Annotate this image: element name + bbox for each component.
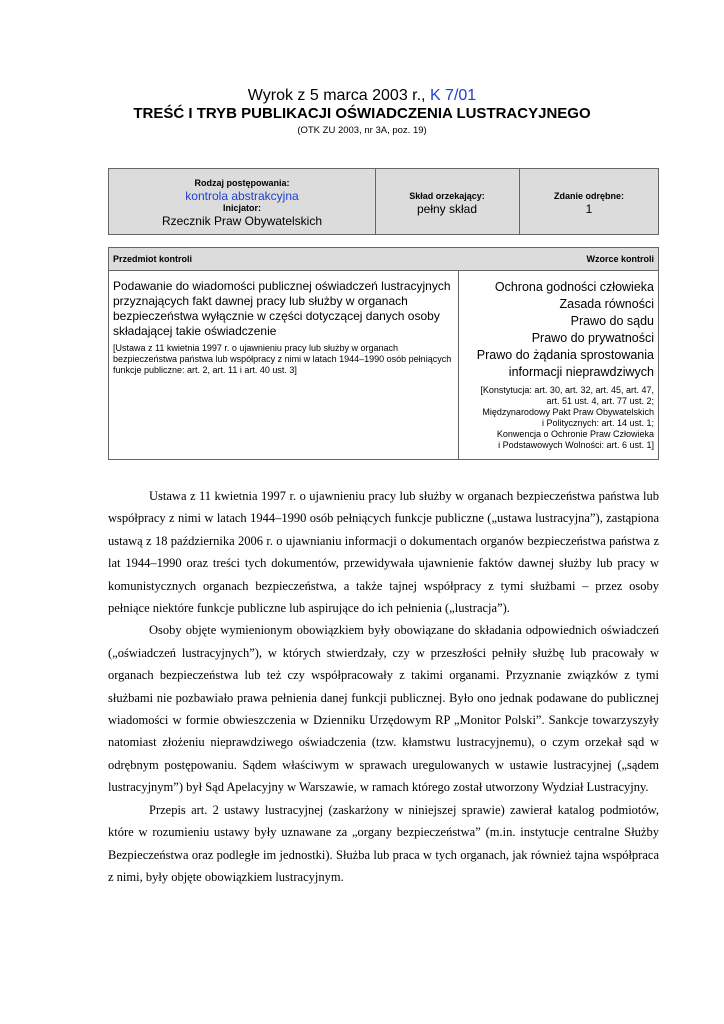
patterns-reference-line: i Podstawowych Wolności: art. 6 ust. 1] [498, 440, 654, 450]
initiator-label: Inicjator: [222, 203, 261, 213]
control-subject-cell [109, 271, 459, 459]
proceedings-type-label: Rodzaj postępowania: [194, 178, 290, 188]
pattern-item: Zasada równości [559, 297, 654, 311]
judgment-citation: (OTK ZU 2003, nr 3A, poz. 19) [297, 125, 427, 136]
patterns-reference-line: Międzynarodowy Pakt Praw Obywatelskich [482, 407, 654, 417]
judgment-subtitle: TREŚĆ I TRYB PUBLIKACJI OŚWIADCZENIA LUSTRACYJNEGO [133, 105, 591, 122]
control-table [108, 247, 659, 460]
pattern-item: Prawo do żądania sprostowania informacji nieprawdziwych [476, 348, 654, 379]
body-paragraph: Osoby objęte wymienionym obowiązkiem były obowiązane do składania odpowiednich oświadczeń („oświadczeń lustracyjnych”), w których stwierdzały, czy w przeszłości pełniły służbę lub pracowały w organach bezpieczeństwa lub też czy współpracowały z takimi organami. Przyznanie związków z tymi służbami nie pozbawiało prawa pełnienia danej funkcji publicznej. Było ono jednak podawane do publicznej wiadomości w formie obwieszczenia w Dzienniku Urzędowym RP „Monitor Polski”. Sankcje towarzyszyły natomiast złożeniu nieprawdziwego oświadczenia (tzw. kłamstwu lustracyjnemu), o czym orzekał sąd w odrębnym postępowaniu. Sądem właściwym w sprawach uregulowanych w ustawie lustracyjnej („sądem lustracyjnym”) był Sąd Apelacyjny w Warszawie, w ramach którego został utworzony Wydział Lustracyjny. [108, 623, 659, 795]
proceedings-type-link[interactable]: kontrola abstrakcyjna [185, 189, 299, 203]
proceedings-type-cell [109, 169, 376, 234]
subject-header: Przedmiot kontroli [113, 254, 193, 264]
patterns-reference-line: art. 51 ust. 4, art. 77 ust. 2; [546, 396, 654, 406]
bench-cell [375, 169, 520, 234]
control-table-header [109, 248, 658, 271]
pattern-item: Prawo do sądu [570, 314, 654, 328]
pattern-item: Ochrona godności człowieka [494, 280, 654, 294]
control-subject-reference: [Ustawa z 11 kwietnia 1997 r. o ujawnieniu pracy lub służby w organach bezpieczeństwa państwa lub współpracy z nimi w latach 1944–1990 osób pełniących funkcje publiczne: art. 2, art. 11 i art. 40 ust. 3] [113, 343, 452, 375]
dissent-value: 1 [585, 202, 593, 216]
patterns-reference-line: Konwencja o Ochronie Praw Człowieka [496, 429, 654, 439]
judgment-title [0, 86, 724, 106]
body-paragraph: Przepis art. 2 ustawy lustracyjnej (zaskarżony w niniejszej sprawie) zawierał katalog podmiotów, które w rozumieniu ustawy były uznawane za „organy bezpieczeństwa” (m.in. instytucje centralne Służby Bezpieczeństwa oraz podległe im jednostki). Służba lub praca w tych organach, jak również tajna współpraca z nimi, były objęte obowiązkiem lustracyjnym. [108, 802, 659, 884]
case-reference-link[interactable]: K 7/01 [429, 87, 477, 104]
body-paragraph: Ustawa z 11 kwietnia 1997 r. o ujawnieniu pracy lub służby w organach bezpieczeństwa państwa lub współpracy z nimi w latach 1944–1990 osób pełniących funkcje publiczne („ustawa lustracyjna”), zastąpiona ustawą z 18 października 2006 r. o ujawnianiu informacji o dokumentach organów bezpieczeństwa państwa z lat 1944–1990 oraz treści tych dokumentów, przewidywała ujawnienie faktów dawnej służby lub pracy w komunistycznych organach bezpieczeństwa, a także tajnej współpracy z tymi służbami – przez osoby pełniące niektóre funkcje publiczne lub aspirujące do ich pełnienia („lustracja”). [108, 489, 659, 616]
dissent-cell [519, 169, 659, 234]
dissent-label: Zdanie odrębne: [553, 191, 624, 201]
proceedings-table [108, 168, 659, 235]
control-subject-text: Podawanie do wiadomości publicznej oświadczeń lustracyjnych przyznających fakt dawnej pracy lub służby w organach bezpieczeństwa wyłącznie w części dotyczącej danych osoby składającej takie oświadczenie [113, 279, 451, 338]
patterns-reference-line: i Politycznych: art. 14 ust. 1; [541, 418, 654, 428]
patterns-reference-line: [Konstytucja: art. 30, art. 32, art. 45, art. 47, [480, 385, 654, 395]
initiator-value: Rzecznik Praw Obywatelskich [161, 214, 323, 228]
control-patterns-cell [460, 271, 658, 459]
patterns-header: Wzorce kontroli [586, 254, 654, 264]
bench-label: Skład orzekający: [409, 191, 485, 201]
judgment-title-prefix: Wyrok z 5 marca 2003 r., [247, 87, 430, 104]
pattern-item: Prawo do prywatności [531, 331, 654, 345]
judgment-body [108, 485, 659, 888]
patterns-reference [464, 385, 654, 451]
bench-value: pełny skład [416, 202, 478, 216]
